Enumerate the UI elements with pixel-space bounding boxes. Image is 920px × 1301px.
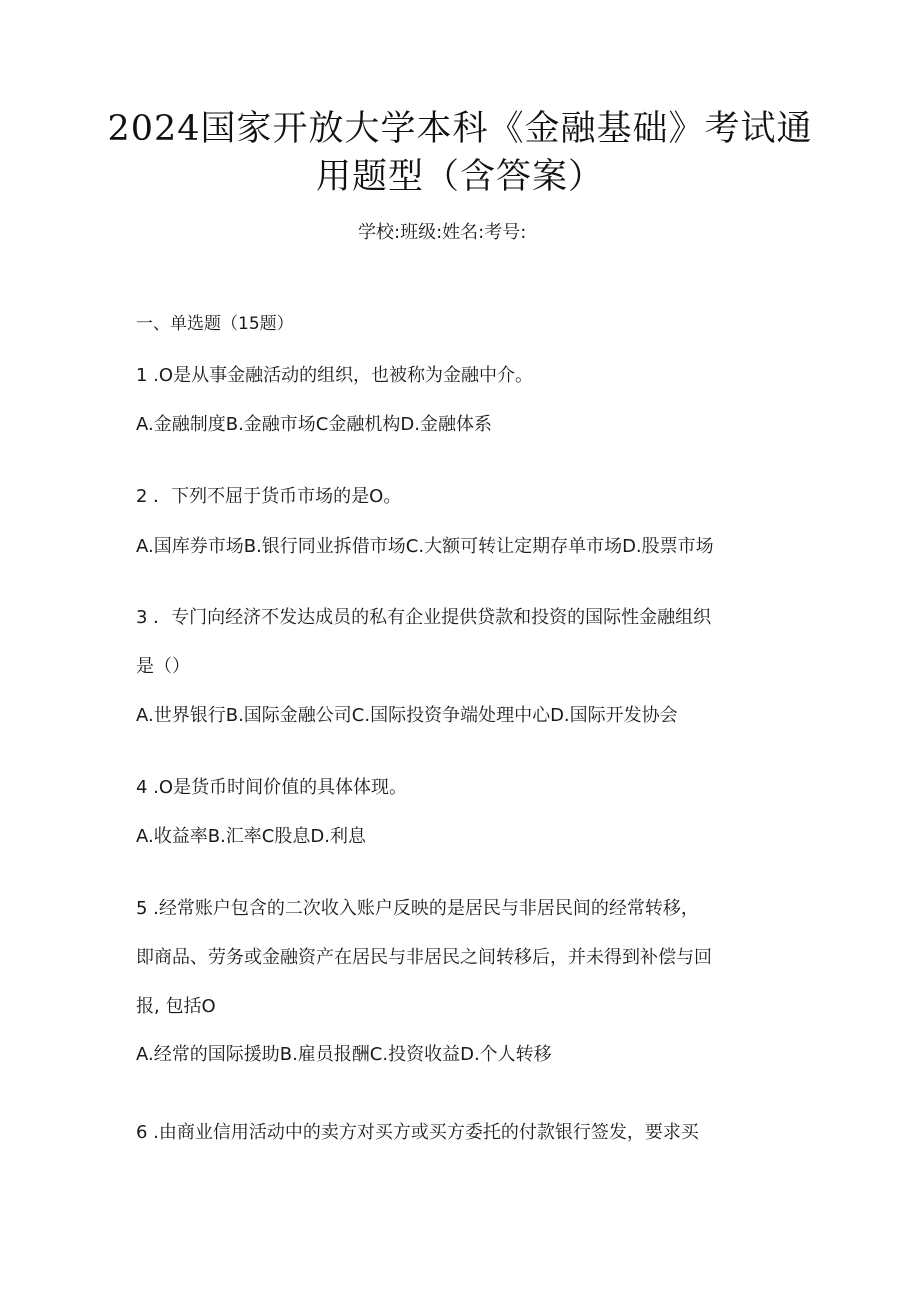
- student-info-line: 学校:班级:姓名:考号:: [358, 222, 527, 243]
- question-5-options: A.经常的国际援助B.雇员报酬C.投资收益D.个人转移: [136, 1044, 552, 1065]
- question-1-options: A.金融制度B.金融市场C金融机构D.金融体系: [136, 414, 492, 435]
- question-5-line-2: 即商品、劳务或金融资产在居民与非居民之间转移后，并未得到补偿与回: [136, 947, 712, 968]
- question-1-line-1: 1 .O是从事金融活动的组织，也被称为金融中介。: [136, 365, 534, 386]
- document-title-line-2: 用题型（含答案）: [315, 157, 604, 197]
- question-4-options: A.收益率B.汇率C股息D.利息: [136, 826, 366, 847]
- question-3-line-1: 3 ．专门向经济不发达成员的私有企业提供贷款和投资的国际性金融组织: [136, 607, 712, 628]
- document-title-line-1: 2024国家开放大学本科《金融基础》考试通: [107, 109, 813, 149]
- question-2-options: A.国库券市场B.银行同业拆借市场C.大额可转让定期存单市场D.股票市场: [136, 536, 714, 557]
- section-heading: 一、单选题（15题）: [136, 314, 294, 334]
- question-5-line-1: 5 .经常账户包含的二次收入账户反映的是居民与非居民间的经常转移，: [136, 898, 699, 919]
- question-3-line-2: 是（）: [136, 656, 190, 677]
- question-4-line-1: 4 .O是货币时间价值的具体体现。: [136, 777, 408, 798]
- question-6-line-1: 6 .由商业信用活动中的卖方对买方或买方委托的付款银行签发，要求买: [136, 1122, 699, 1143]
- question-3-options: A.世界银行B.国际金融公司C.国际投资争端处理中心D.国际开发协会: [136, 705, 678, 726]
- question-5-line-3: 报, 包括O: [136, 996, 216, 1017]
- question-2-line-1: 2 ．下列不屈于货币市场的是O。: [136, 486, 402, 507]
